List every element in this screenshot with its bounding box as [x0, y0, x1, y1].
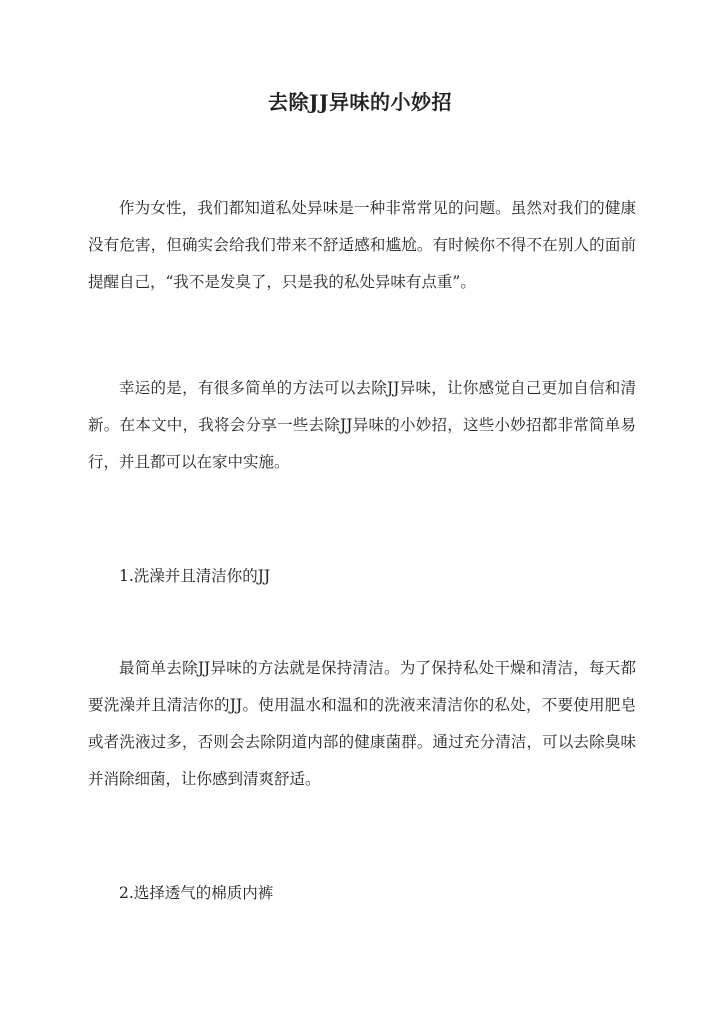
second-paragraph: 幸运的是，有很多简单的方法可以去除JJ异味，让你感觉自己更加自信和清新。在本文中，我将会分享一些去除JJ异味的小妙招，这些小妙招都非常简单易行，并且都可以在家中实施。 [88, 379, 636, 471]
document-title: 去除JJ异味的小妙招 [268, 90, 452, 114]
intro-paragraph: 作为女性，我们都知道私处异味是一种非常常见的问题。虽然对我们的健康没有危害，但确实会给我们带来不舒适感和尴尬。有时候你不得不在别人的面前提醒自己，“我不是发臭了，只是我的私处异味有点重”。 [88, 199, 636, 291]
section-heading-2: 2.选择透气的棉质内裤 [119, 884, 274, 902]
section-1-paragraph: 最简单去除JJ异味的方法就是保持清洁。为了保持私处干燥和清洁，每天都要洗澡并且清洁你的JJ。使用温水和温和的洗液来清洁你的私处，不要使用肥皂或者洗液过多，否则会去除阴道内部的健康菌群。通过充分清洁，可以去除臭味并消除细菌，让你感到清爽舒适。 [88, 659, 636, 788]
section-heading-1: 1.洗澡并且清洁你的JJ [119, 567, 271, 585]
